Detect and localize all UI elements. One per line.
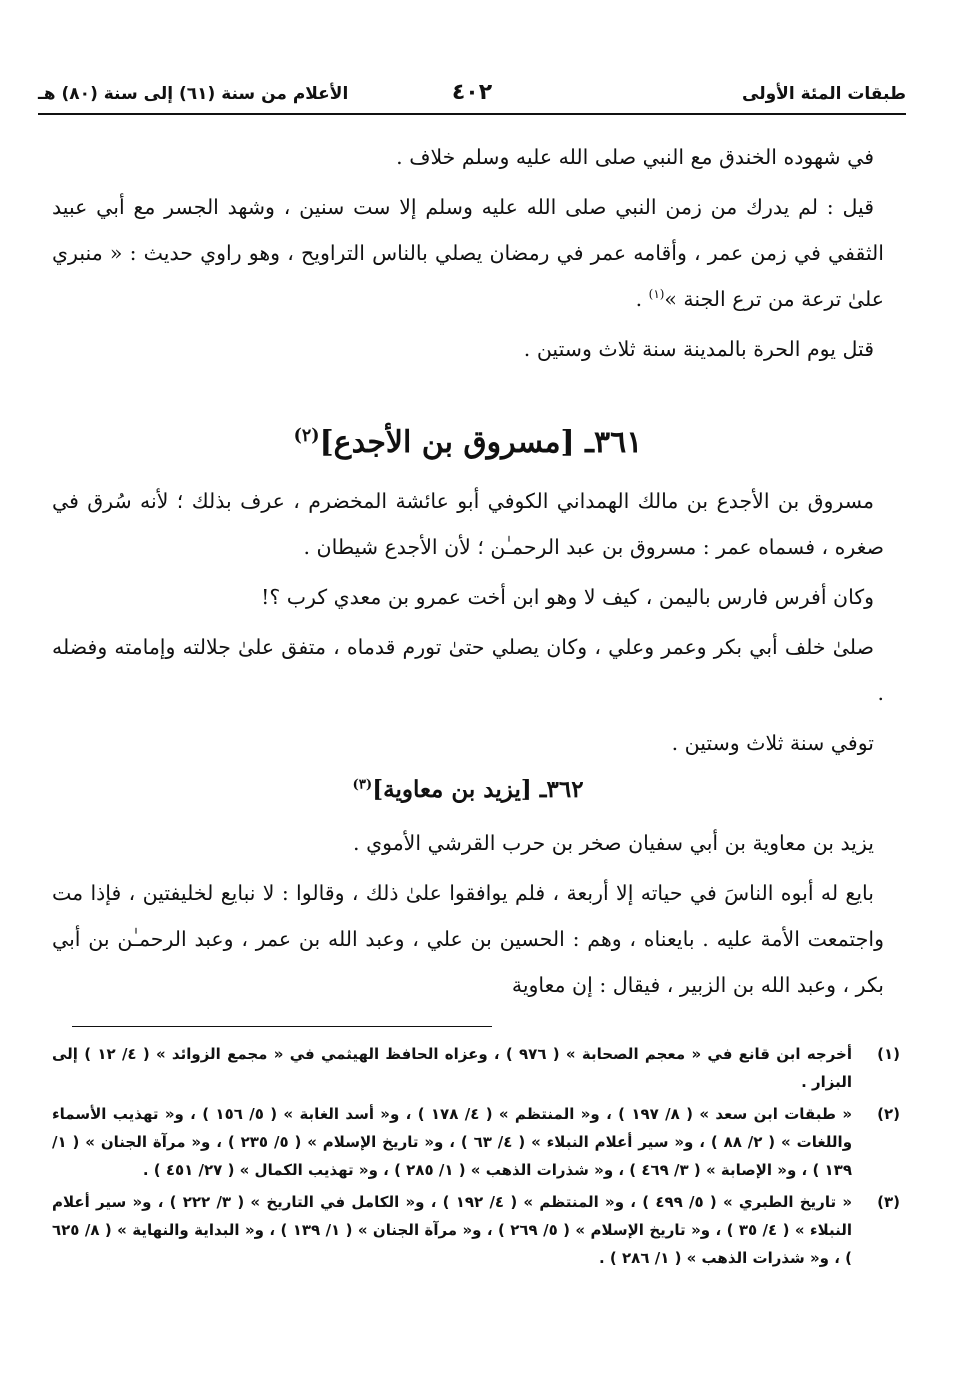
footnote-1 <box>52 1040 900 1096</box>
footnote-ref-1[interactable]: (١) <box>648 287 665 302</box>
running-header <box>38 78 906 112</box>
footnote-number: (٣) <box>877 1193 900 1211</box>
footnote-text: « طبقات ابن سعد » ( ٨/ ١٩٧ ) ، و« المنتظم » ( ٤/ ١٧٨ ) ، و« أسد الغابة » ( ٥/ ١٥٦ ) ، و« تهذيب الأسماء واللغات » ( ٢/ ٨٨ ) ، و« سير أعلام النبلاء » ( ٤/ ٦٣ ) ، و« تاريخ الإسلام » ( ٥/ ٢٣٥ ) ، و« مرآة الجنان » ( ١/ ١٣٩ ) ، و« الإصابة » ( ٣/ ٤٦٩ ) ، و« شذرات الذهب » ( ١/ ٢٨٥ ) ، و« تهذيب الكمال » ( ٢٧/ ٤٥١ ) . <box>52 1105 853 1179</box>
prev-entry-paragraph-2-end: . <box>635 287 649 311</box>
entry-361-title <box>52 416 884 470</box>
footnotes <box>52 1040 900 1276</box>
entry-362-paragraph-2: بايع له أبوه الناسَ في حياته إلا أربعة ، فلم يوافقوا علىٰ ذلك ، وقالوا : لا نبايع لخليفتين ، فإذا مت واجتمعت الأمة عليه . بايعناه ، وهم : الحسين بن علي ، وعبد الله بن عمر ، وعبد الرحمـٰن بن أبي بكر ، وعبد الله بن الزبير ، فيقال : إن معاوية <box>52 881 884 997</box>
prev-entry-paragraph-3: قتل يوم الحرة بالمدينة سنة ثلاث وستين . <box>523 337 874 361</box>
main-text <box>52 134 884 1008</box>
footnote-ref-2[interactable]: (٢) <box>293 426 320 446</box>
footnote-number: (٢) <box>877 1105 900 1123</box>
entry-361-title-text: ٣٦١ـ [مسروق بن الأجدع] <box>319 425 643 460</box>
entry-361-paragraph-4: توفي سنة ثلاث وستين . <box>671 731 874 755</box>
prev-entry-paragraph-1: في شهوده الخندق مع النبي صلى الله عليه وسلم خلاف . <box>396 145 874 169</box>
entry-361-paragraph-1: مسروق بن الأجدع بن مالك الهمداني الكوفي أبو عائشة المخضرم ، عرف بذلك ؛ لأنه سُرق في صغره ، فسماه عمر : مسروق بن عبد الرحمـٰن ؛ لأن الأجدع شيطان . <box>52 489 884 559</box>
footnote-number: (١) <box>877 1045 900 1063</box>
footnote-rule <box>72 1026 492 1027</box>
footnote-text: « تاريخ الطبري » ( ٥/ ٤٩٩ ) ، و« المنتظم » ( ٤/ ١٩٢ ) ، و« الكامل في التاريخ » ( ٣/ ٢٢٢ ) ، و« سير أعلام النبلاء » ( ٤/ ٣٥ ) ، و« تاريخ الإسلام » ( ٥/ ٢٦٩ ) ، و« مرآة الجنان » ( ١/ ١٣٩ ) ، و« البداية والنهاية » ( ٨/ ٦٢٥ ) ، و« شذرات الذهب » ( ١/ ٢٨٦ ) . <box>52 1193 853 1267</box>
page-number: ٤٠٢ <box>451 80 493 105</box>
prev-entry-paragraph-2-text: قيل : لم يدرك من زمن النبي صلى الله عليه وسلم إلا ست سنين ، وشهد الجسر مع أبي عبيد الثقفي في زمن عمر ، وأقامه عمر في رمضان يصلي بالناس التراويح ، وهو راوي حديث : « منبري علىٰ ترعة من ترع الجنة » <box>52 195 884 311</box>
footnote-3 <box>52 1188 900 1272</box>
entry-361-paragraph-3: صلىٰ خلف أبي بكر وعمر وعلي ، وكان يصلي حتىٰ تورم قدماه ، متفق علىٰ جلالته وإمامته وفضله . <box>52 635 884 705</box>
footnote-text: أخرجه ابن قانع في « معجم الصحابة » ( ٩٧٦ ) ، وعزاه الحافظ الهيثمي في « مجمع الزوائد » ( ٤/ ١٢ ) إلى البزار . <box>52 1045 853 1091</box>
entry-362-title <box>52 768 884 812</box>
footnote-ref-3[interactable]: (٣) <box>352 776 373 793</box>
header-rule <box>38 113 906 115</box>
footnote-2 <box>52 1100 900 1184</box>
prev-entry-paragraph-2 <box>52 184 884 322</box>
entry-361-paragraph-2: وكان أفرس فارس باليمن ، كيف لا وهو ابن أخت عمرو بن معدي كرب ؟! <box>261 585 874 609</box>
year-range: الأعلام من سنة (٦١) إلى سنة (٨٠) هـ <box>38 84 349 104</box>
entry-362-title-text: ٣٦٢ـ [يزيد بن معاوية] <box>372 776 584 803</box>
book-title: طبقات المئة الأولى <box>742 84 906 104</box>
entry-362-paragraph-1: يزيد بن معاوية بن أبي سفيان صخر بن حرب القرشي الأموي . <box>353 831 874 855</box>
